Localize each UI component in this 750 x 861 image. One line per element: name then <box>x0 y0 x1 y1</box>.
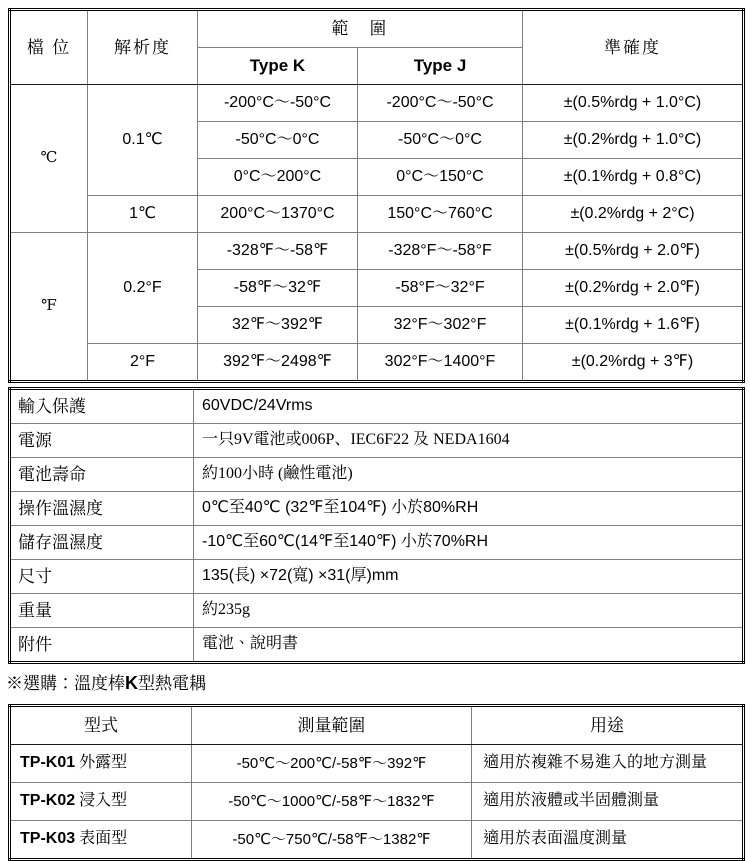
note-type-k: K <box>125 673 138 693</box>
spec-label: 操作溫濕度 <box>10 492 194 526</box>
spec-label: 尺寸 <box>10 560 194 594</box>
unit-celsius: ℃ <box>10 85 88 233</box>
range-type-j: 32°F～302°F <box>358 307 523 344</box>
measurement-range-table <box>8 8 745 383</box>
resolution-value: 2°F <box>88 344 198 382</box>
spec-value: 電池、說明書 <box>194 628 744 663</box>
accuracy-value: ±(0.2%rdg + 3℉) <box>523 344 744 382</box>
probe-use: 適用於複雜不易進入的地方測量 <box>472 745 744 783</box>
range-type-k: -58℉～32℉ <box>198 270 358 307</box>
range-type-k: 392℉～2498℉ <box>198 344 358 382</box>
table-row <box>10 594 744 628</box>
spec-label: 電源 <box>10 424 194 458</box>
range-type-j: -328°F～-58°F <box>358 233 523 270</box>
accuracy-value: ±(0.5%rdg + 1.0°C) <box>523 85 744 122</box>
table-row <box>10 526 744 560</box>
general-specification-table <box>8 387 745 664</box>
probe-range: -50℃～200℃/-58℉～392℉ <box>192 745 472 783</box>
probe-model-code: TP-K02 <box>20 792 76 810</box>
range-type-j: -200°C～-50°C <box>358 85 523 122</box>
spec-value: 一只9V電池或006P、IEC6F22 及 NEDA1604 <box>194 424 744 458</box>
probe-use: 適用於液體或半固體測量 <box>472 783 744 821</box>
header-type-j: Type J <box>358 48 523 85</box>
probe-range: -50℃～750℃/-58℉～1382℉ <box>192 821 472 860</box>
spec-value: 0℃至40℃ (32℉至104℉) 小於80%RH <box>194 492 744 526</box>
accuracy-value: ±(0.2%rdg + 2.0℉) <box>523 270 744 307</box>
unit-fahrenheit: ℉ <box>10 233 88 382</box>
spec-value: 約235g <box>194 594 744 628</box>
resolution-value: 1℃ <box>88 196 198 233</box>
range-type-j: -50°C～0°C <box>358 122 523 159</box>
header-accuracy: 準確度 <box>523 10 744 85</box>
table-row <box>10 389 744 424</box>
spec-value: 60VDC/24Vrms <box>194 389 744 424</box>
spec-value: 135(長) ×72(寬) ×31(厚)mm <box>194 560 744 594</box>
probe-model <box>10 821 192 860</box>
table-header-row <box>10 706 744 745</box>
header-model: 型式 <box>10 706 192 745</box>
range-type-j: 0°C～150°C <box>358 159 523 196</box>
probe-model <box>10 783 192 821</box>
probe-model-kind: 外露型 <box>75 754 128 772</box>
table-row <box>10 458 744 492</box>
table-row <box>10 560 744 594</box>
range-type-k: -328℉～-58℉ <box>198 233 358 270</box>
range-type-k: 0°C～200°C <box>198 159 358 196</box>
table-row <box>10 492 744 526</box>
table-row <box>10 424 744 458</box>
table-row <box>10 233 744 270</box>
range-type-k: -50°C～0°C <box>198 122 358 159</box>
table-row <box>10 821 744 860</box>
accuracy-value: ±(0.1%rdg + 1.6℉) <box>523 307 744 344</box>
spec-label: 重量 <box>10 594 194 628</box>
header-range-group: 範 圍 <box>198 10 523 48</box>
header-use: 用途 <box>472 706 744 745</box>
note-suffix: 型熱電耦 <box>138 674 206 693</box>
range-type-j: 302°F～1400°F <box>358 344 523 382</box>
probe-model-code: TP-K03 <box>20 830 76 848</box>
spec-label: 儲存溫濕度 <box>10 526 194 560</box>
table-row <box>10 628 744 663</box>
range-type-j: -58°F～32°F <box>358 270 523 307</box>
header-type-k: Type K <box>198 48 358 85</box>
table-row <box>10 196 744 233</box>
header-resolution: 解析度 <box>88 10 198 85</box>
probe-model-kind: 浸入型 <box>75 792 128 810</box>
accuracy-value: ±(0.5%rdg + 2.0℉) <box>523 233 744 270</box>
spec-label: 附件 <box>10 628 194 663</box>
table-header-row <box>10 10 744 48</box>
table-row <box>10 85 744 122</box>
table-row <box>10 344 744 382</box>
spec-label: 輸入保護 <box>10 389 194 424</box>
probe-model-code: TP-K01 <box>20 754 76 772</box>
probe-model-kind: 表面型 <box>75 830 128 848</box>
spec-value: 約100小時 (鹼性電池) <box>194 458 744 492</box>
optional-probe-note <box>6 669 206 694</box>
resolution-value: 0.2°F <box>88 233 198 344</box>
spec-value: -10℃至60℃(14℉至140℉) 小於70%RH <box>194 526 744 560</box>
resolution-value: 0.1℃ <box>88 85 198 196</box>
range-type-j: 150°C～760°C <box>358 196 523 233</box>
accuracy-value: ±(0.2%rdg + 1.0°C) <box>523 122 744 159</box>
range-type-k: 200°C～1370°C <box>198 196 358 233</box>
table-row <box>10 783 744 821</box>
accuracy-value: ±(0.2%rdg + 2°C) <box>523 196 744 233</box>
probe-use: 適用於表面溫度測量 <box>472 821 744 860</box>
table-row <box>10 745 744 783</box>
note-prefix: ※選購：溫度棒 <box>6 674 125 693</box>
range-type-k: -200°C～-50°C <box>198 85 358 122</box>
header-range: 測量範圍 <box>192 706 472 745</box>
spec-label: 電池壽命 <box>10 458 194 492</box>
probe-range: -50℃～1000℃/-58℉～1832℉ <box>192 783 472 821</box>
header-mode: 檔 位 <box>10 10 88 85</box>
probe-model-table <box>8 704 745 861</box>
accuracy-value: ±(0.1%rdg + 0.8°C) <box>523 159 744 196</box>
probe-model <box>10 745 192 783</box>
range-type-k: 32℉～392℉ <box>198 307 358 344</box>
